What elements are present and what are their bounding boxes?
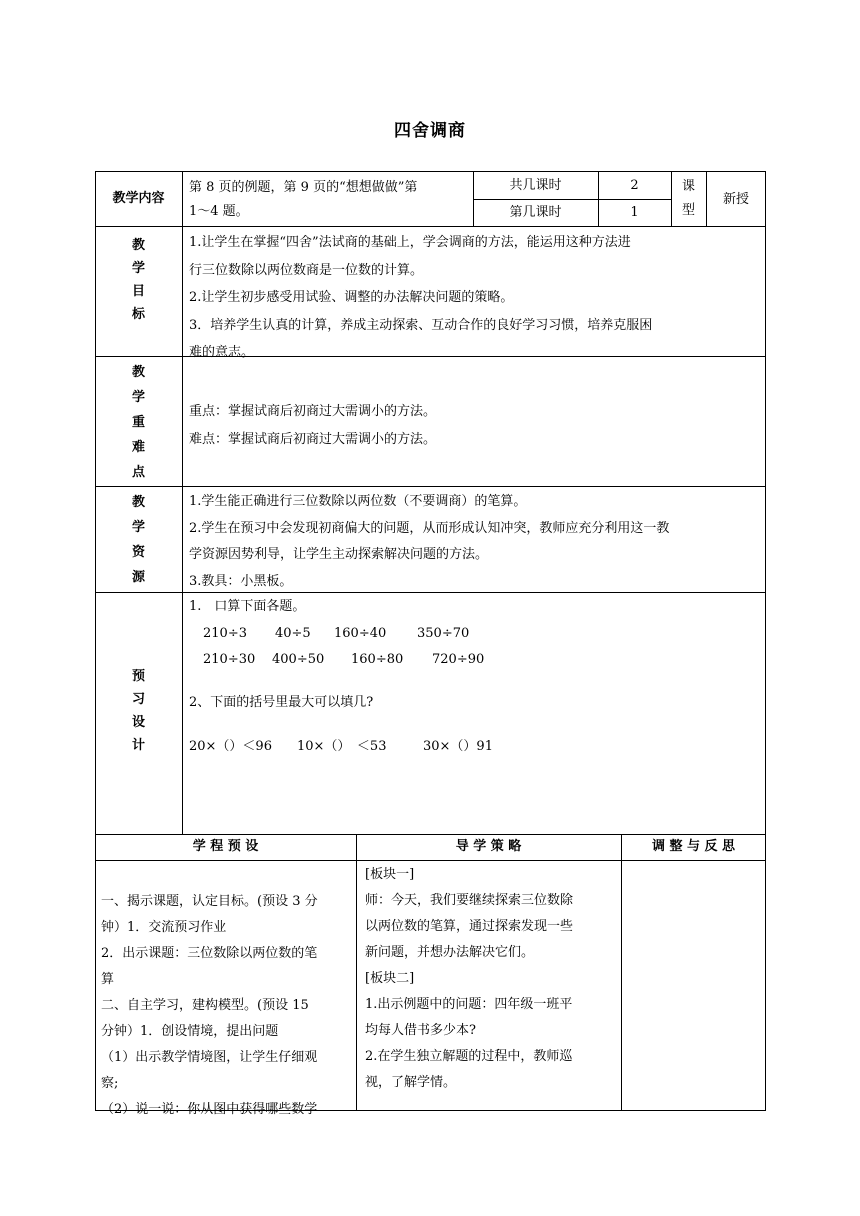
col-header-adjust-reflect: 调 整 与 反 思: [651, 839, 736, 854]
preview-q1-item: 400÷50: [272, 652, 325, 667]
objectives-text: 1.让学生在掌握“四舍”法试商的基础上，学会调商的方法，能运用这种方法进 行三位数除以两位数商是一位数的计算。 2.让学生初步感受用试验、调整的办法解决问题的策略。 3．培养学生认真的计算，养成主动探索、互动合作的良好学习习惯，培养克服困 难的意志。: [189, 235, 653, 360]
current-lesson-label: 第几课时: [509, 205, 562, 220]
col-header-guiding-strategy: 导 学 策 略: [455, 839, 522, 854]
preview-q1-item: 350÷70: [417, 626, 470, 641]
page-title: 四舍调商: [394, 121, 466, 141]
total-lessons-label: 共几课时: [509, 178, 562, 193]
objectives-label: 教 学 目 标: [131, 238, 145, 322]
col-divider: [356, 834, 357, 1111]
resources-text: 1.学生能正确进行三位数除以两位数（不要调商）的笔算。 2.学生在预习中会发现初商偏大的问题，从而形成认知冲突，教师应充分利用这一教 学资源因势利导，让学生主动探索解决问题的方法。 3.教具：小黑板。: [189, 494, 670, 589]
resources-label: 教 学 资 源: [131, 495, 145, 585]
lesson-type-value: 新授: [722, 192, 749, 207]
preview-q1-item: 160÷40: [334, 626, 387, 641]
content-text-line1: 第 8 页的例题，第 9 页的“想想做做”第: [189, 180, 418, 195]
preview-q1-item: 40÷5: [275, 626, 311, 641]
lesson-type-label-1: 课: [681, 179, 695, 194]
preview-q1-item: 210÷3: [203, 626, 247, 641]
guiding-strategy-text: [板块一] 师：今天，我们要继续探索三位数除 以两位数的笔算，通过探索发现一些 新问题，并想办法解决它们。 [板块二] 1.出示例题中的问题：四年级一班平 均每人借书多少本? 2.在学生独立解题的过程中，教师巡 视，了解学情。: [365, 867, 574, 1090]
content-label: 教学内容: [112, 191, 165, 206]
row-divider: [95, 226, 766, 227]
key-points-text: 重点：掌握试商后初商过大需调小的方法。 难点：掌握试商后初商过大需调小的方法。: [189, 404, 437, 447]
preview-q1-item: 210÷30: [203, 652, 256, 667]
total-lessons-value: 2: [630, 178, 639, 193]
row-divider: [95, 834, 766, 835]
row-divider: [95, 860, 766, 861]
preview-q2-item: 30×（）91: [423, 739, 493, 754]
row-divider: [95, 486, 766, 487]
preview-q1-item: 720÷90: [432, 652, 485, 667]
preview-q2-title: 2、下面的括号里最大可以填几?: [189, 695, 374, 710]
content-text-line2: 1～4 题。: [189, 204, 249, 219]
preview-label: 预 习 设 计: [131, 669, 145, 753]
key-points-label: 教 学 重 难 点: [131, 365, 145, 480]
col-divider: [182, 171, 183, 834]
current-lesson-value: 1: [630, 205, 639, 220]
col-header-learning-process: 学 程 预 设: [192, 839, 259, 854]
preview-q2-item: 20×（）＜96: [189, 739, 272, 754]
preview-q1-title: 1. 口算下面各题。: [189, 599, 306, 614]
learning-process-text: 一、揭示课题，认定目标。(预设 3 分 钟）1．交流预习作业 2．出示课题：三位数除以两位数的笔 算 二、自主学习，建构模型。(预设 15 分钟）1．创设情境，提出问题 （1）出示教学情境图，让学生仔细观 察; （2）说一说：你从图中获得哪些数学: [101, 894, 318, 1117]
lesson-type-label-2: 型: [681, 203, 695, 218]
preview-q2-item: 10×（） ＜53: [297, 739, 387, 754]
row-divider: [473, 199, 671, 200]
preview-q1-item: 160÷80: [351, 652, 404, 667]
col-divider: [621, 834, 622, 1111]
